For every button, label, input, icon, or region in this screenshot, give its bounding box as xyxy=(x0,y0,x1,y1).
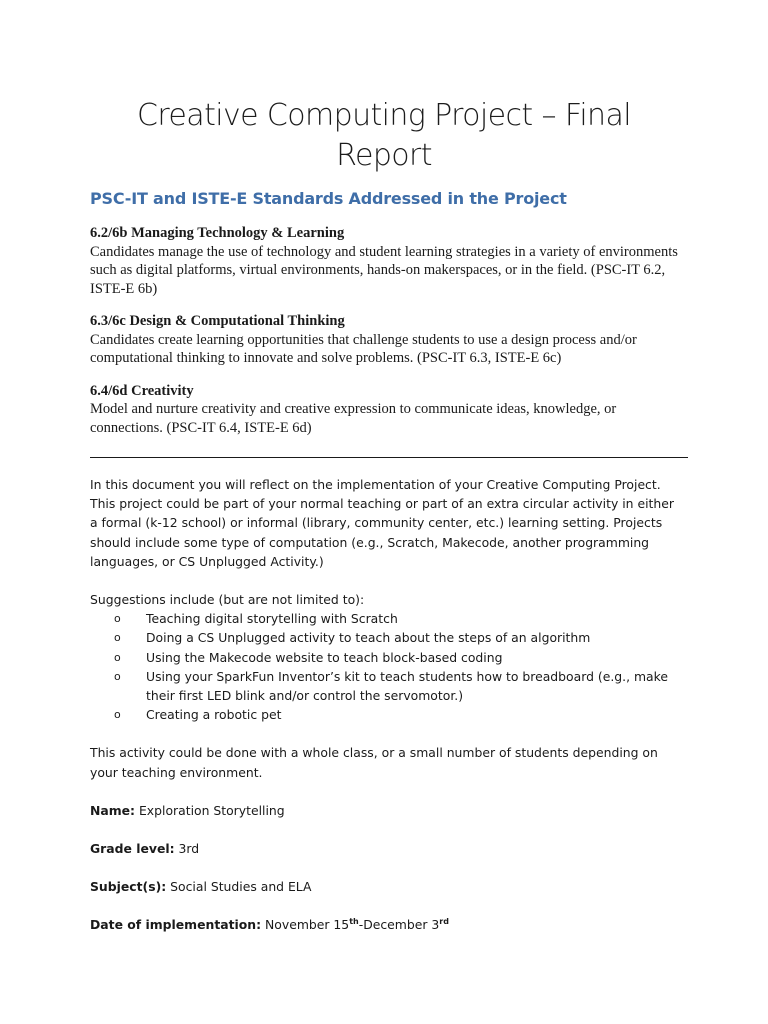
activity-note: This activity could be done with a whole class, or a small number of students depending on your teaching environment. xyxy=(90,745,658,780)
field-label: Grade level: xyxy=(90,841,175,857)
suggestion-text: Using your SparkFun Inventor’s kit to teach students how to breadboard (e.g., make their first LED blink and/or control the servomotor.) xyxy=(146,668,668,704)
field-subjects xyxy=(90,877,678,896)
section-divider xyxy=(90,457,688,458)
list-item xyxy=(114,648,678,667)
suggestion-text: Using the Makecode website to teach block-based coding xyxy=(146,649,503,665)
field-value: Exploration Storytelling xyxy=(138,802,285,818)
date-separator: - xyxy=(358,917,364,933)
field-label: Date of implementation: xyxy=(90,917,262,933)
standard-6-3 xyxy=(90,312,678,368)
field-grade-level xyxy=(90,839,678,858)
list-item xyxy=(114,705,678,724)
bullet-icon: o xyxy=(114,612,121,626)
standard-description: Model and nurture creativity and creative expression to communicate ideas, knowledge, or connections. (PSC-IT 6.4, ISTE-E 6d) xyxy=(90,401,617,436)
suggestions-title: Suggestions include (but are not limited to): xyxy=(90,592,365,608)
suggestion-text: Teaching digital storytelling with Scratch xyxy=(146,611,398,627)
suggestion-text: Creating a robotic pet xyxy=(146,707,282,723)
bullet-icon: o xyxy=(114,631,121,645)
intro-paragraph: In this document you will reflect on the implementation of your Creative Computing Project. This project could be part of your normal teaching or part of an extra circular activity in either a formal (k-12 school) or informal (library, community center, etc.) learning setting. Projects should include some type of computation (e.g., Scratch, Makecode, another programming languages, or CS Unplugged Activity.) xyxy=(90,477,674,569)
list-item xyxy=(114,628,678,647)
field-label: Name: xyxy=(90,802,136,818)
date-start: November 15 xyxy=(265,917,350,933)
standard-heading: 6.3/6c Design & Computational Thinking xyxy=(90,313,345,329)
page-title: Creative Computing Project – Final Report xyxy=(137,98,631,173)
list-item xyxy=(114,609,678,628)
date-end: December 3 xyxy=(363,917,440,933)
standard-6-4 xyxy=(90,382,678,438)
field-date-of-implementation xyxy=(90,915,678,934)
bullet-icon: o xyxy=(114,669,121,683)
standard-6-2 xyxy=(90,224,678,298)
field-value: Social Studies and ELA xyxy=(170,879,312,895)
standards-list xyxy=(90,224,678,437)
standard-heading: 6.2/6b Managing Technology & Learning xyxy=(90,225,345,241)
field-label: Subject(s): xyxy=(90,879,167,895)
standard-description: Candidates manage the use of technology and student learning strategies in a variety of environments such as digital platforms, virtual environments, hands-on makerspaces, or in the field. (PSC-IT 6.2, ISTE-E 6b) xyxy=(90,243,678,297)
suggestions-list xyxy=(90,609,678,724)
standard-heading: 6.4/6d Creativity xyxy=(90,382,194,399)
bullet-icon: o xyxy=(114,708,121,722)
suggestion-text: Doing a CS Unplugged activity to teach about the steps of an algorithm xyxy=(146,630,591,646)
standards-subtitle: PSC-IT and ISTE-E Standards Addressed in the Project xyxy=(90,189,567,208)
standard-description: Candidates create learning opportunities that challenge students to use a design process and/or computational thinking to innovate and solve problems. (PSC-IT 6.3, ISTE-E 6c) xyxy=(90,331,637,366)
field-value: 3rd xyxy=(178,841,200,857)
date-end-suffix: rd xyxy=(439,917,449,927)
list-item xyxy=(114,667,678,705)
bullet-icon: o xyxy=(114,650,121,664)
field-name xyxy=(90,801,678,820)
date-start-suffix: th xyxy=(349,917,359,927)
